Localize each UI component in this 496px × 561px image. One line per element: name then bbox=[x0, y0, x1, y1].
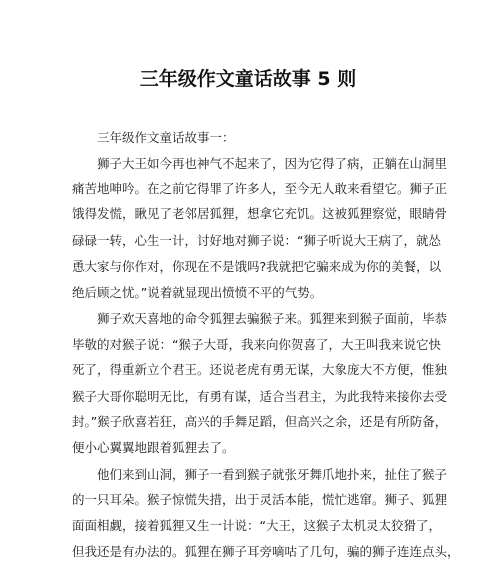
body-line: 便小心翼翼地跟着狐狸去了。 bbox=[72, 440, 235, 455]
body-line: 面面相觑，接着狐狸又生一计说：“大王，这猴子太机灵太狡猾了， bbox=[72, 518, 441, 533]
body-line: 碌碌一转，心生一计，讨好地对狮子说：“狮子听说大王病了，就怂 bbox=[72, 233, 441, 248]
body-line: 恿大家与你作对，你现在不是饿吗?我就把它骗来成为你的美餐，以 bbox=[72, 259, 442, 274]
body-line: 死了，得重新立个君王。还说老虎有勇无谋，大象庞大不方便，惟独 bbox=[72, 362, 448, 377]
body-line: 毕敬的对猴子说：“猴子大哥，我来向你贺喜了，大王叫我来说它快 bbox=[72, 337, 441, 352]
body-line: 但我还是有办法的。狐狸在狮子耳旁嘀咕了几句，骗的狮子连连点头， bbox=[72, 544, 460, 559]
document-title: 三年级作文童话故事 5 则 bbox=[139, 68, 357, 90]
body-line: 狮子大王如今再也神气不起来了，因为它得了病，正躺在山洞里 bbox=[97, 156, 448, 171]
body-line: 饿得发慌，瞅见了老邻居狐狸，想拿它充饥。这被狐狸察觉，眼睛骨 bbox=[72, 206, 448, 221]
body-line: 狮子欢天喜地的命令狐狸去骗猴子来。狐狸来到猴子面前，毕恭 bbox=[97, 311, 448, 326]
body-line: 痛苦地呻吟。在之前它得罪了许多人，至今无人敢来看望它。狮子正 bbox=[72, 181, 448, 196]
body-line: 猴子大哥你聪明无比，有勇有谋，适合当君主，为此我特来接你去受 bbox=[72, 389, 448, 404]
body-line: 他们来到山洞，狮子一看到猴子就张牙舞爪地扑来，扯住了猴子 bbox=[97, 467, 448, 482]
body-line: 封。”猴子欣喜若狂，高兴的手舞足蹈，但高兴之余，还是有所防备， bbox=[72, 414, 448, 429]
body-line: 绝后顾之忧。”说着就显现出愤愤不平的气势。 bbox=[72, 285, 323, 300]
body-line: 的一只耳朵。猴子惊慌失措，出于灵活本能，慌忙逃窜。狮子、狐狸 bbox=[72, 492, 448, 507]
story-subtitle: 三年级作文童话故事一： bbox=[97, 130, 235, 145]
